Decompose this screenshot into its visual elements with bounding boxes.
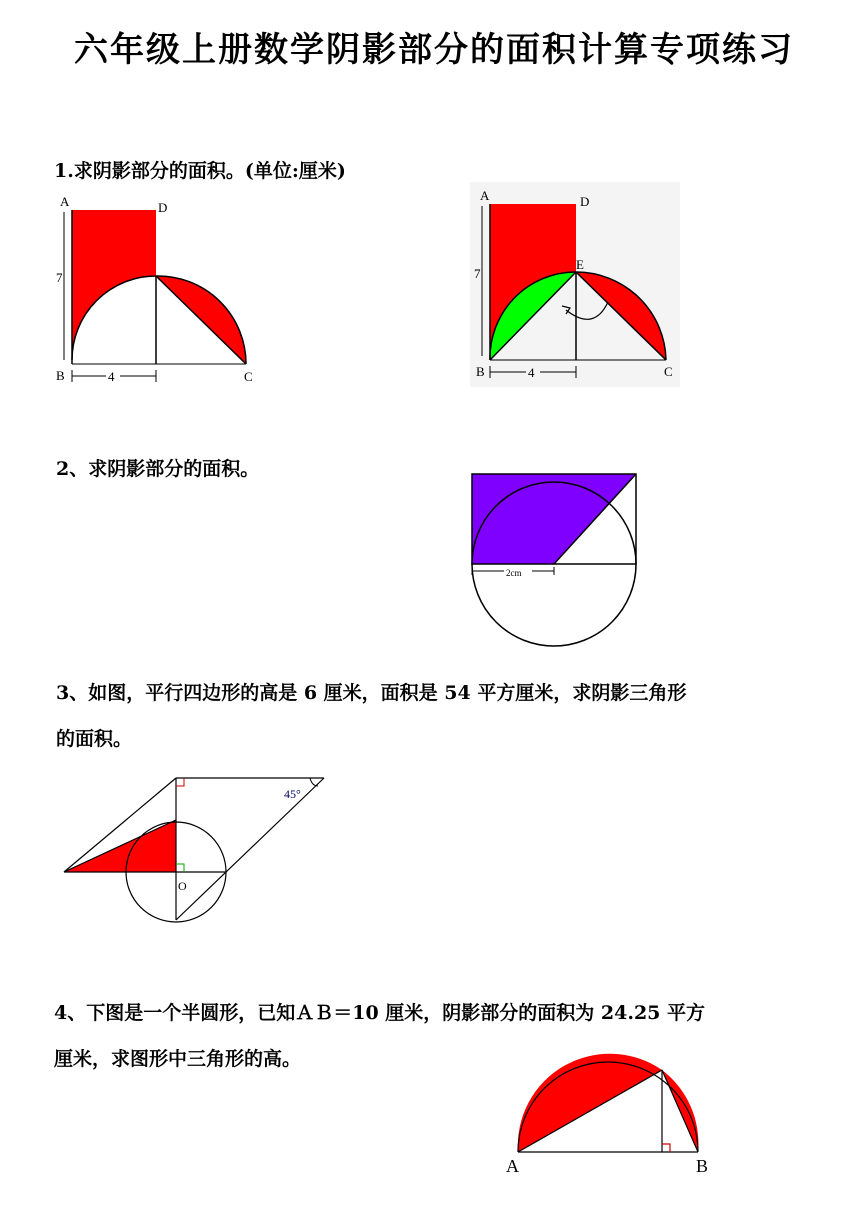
question-3-line2: 的面积。: [56, 728, 133, 750]
question-3-line1: 3、如图，平行四边形的高是 6 厘米，面积是 54 平方厘米，求阴影三角形: [56, 682, 687, 704]
q1-figure-2: [470, 182, 700, 392]
q4-figure: [500, 1040, 720, 1180]
q1-fig2-label-e: E: [576, 257, 584, 272]
page-title: 六年级上册数学阴影部分的面积计算专项练习: [74, 30, 794, 70]
q2-figure: [468, 470, 644, 650]
q1-fig2-label-b: B: [476, 364, 485, 379]
q1-fig1-label-a: A: [60, 194, 70, 209]
q4-label-a: A: [506, 1156, 519, 1176]
q1-fig2-label-a: A: [480, 188, 490, 203]
q1-fig1-shaded-left: [72, 210, 156, 360]
q3-figure: [60, 770, 335, 930]
q4-label-b: B: [696, 1156, 709, 1176]
q1-fig1-label-4: 4: [108, 369, 115, 384]
question-4-line2: 厘米，求图形中三角形的高。: [54, 1048, 302, 1070]
q3-label-o: O: [178, 879, 187, 893]
q1-fig2-label-7: 7: [474, 266, 481, 281]
q1-fig2-label-4: 4: [528, 365, 535, 380]
q1-fig1-label-b: B: [56, 368, 65, 383]
q1-fig1-label-d: D: [158, 200, 168, 215]
q1-fig1-label-c: C: [244, 369, 253, 384]
q2-label-2cm: 2cm: [506, 568, 522, 578]
question-2-text: 2、求阴影部分的面积。: [56, 458, 260, 480]
question-1-text: 1.求阴影部分的面积。(单位:厘米): [54, 160, 346, 182]
q1-fig1-label-7: 7: [56, 270, 63, 285]
q1-fig2-label-d: D: [580, 194, 590, 209]
q1-figure-1: [50, 190, 280, 390]
q3-angle-label: 45°: [284, 787, 301, 801]
q1-fig2-label-c: C: [664, 364, 673, 379]
question-4-line1: 4、下图是一个半圆形，已知ＡＢ＝10 厘米，阴影部分的面积为 24.25 平方: [54, 1002, 706, 1024]
